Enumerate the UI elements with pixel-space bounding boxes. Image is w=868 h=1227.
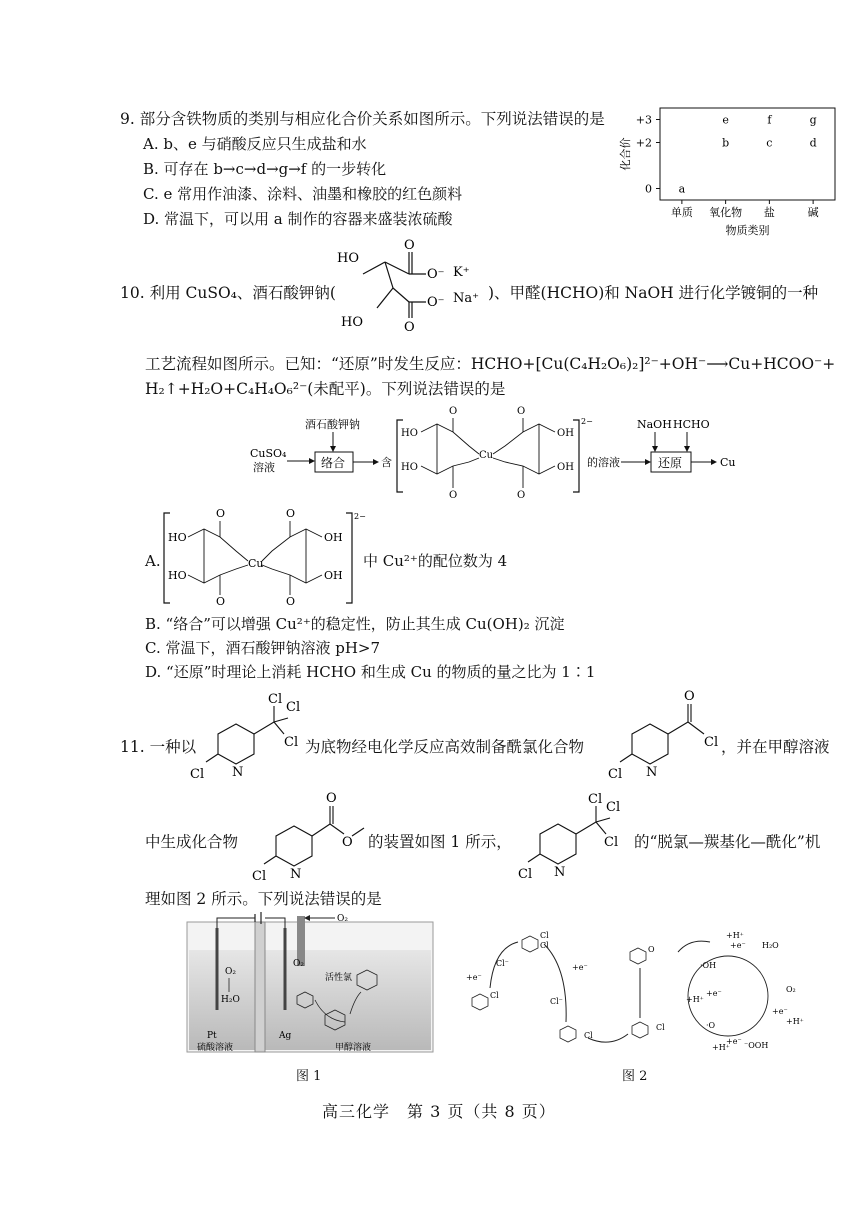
flow-o-2: O: [517, 406, 526, 417]
sub1-cl-2: Cl: [286, 700, 301, 715]
q9-option-d: D. 常温下，可以用 a 制作的容器来盛装浓硫酸: [143, 210, 453, 228]
tartrate-structure: [333, 232, 493, 332]
q11-figure-1: [185, 910, 435, 1055]
opt-a-charge: 2−: [354, 512, 366, 521]
opt-a-ho-2: HO: [168, 569, 187, 582]
fig1-active-cl: 活性氯: [325, 973, 353, 983]
q10-line2: 工艺流程如图所示。已知：“还原”时发生反应：HCHO+[Cu(C₄H₂O₆)₂]²⁻+OH⁻⟶Cu+HCOO⁻+: [145, 355, 836, 373]
fig2-cl-top-2: Cl: [540, 941, 549, 950]
q10-option-d: D. “还原”时理论上消耗 HCHO 和生成 Cu 的物质的量之比为 1∶1: [145, 663, 596, 681]
flow-ho-2: HO: [401, 462, 418, 473]
q9-point-g: g: [809, 113, 817, 127]
sub1-cl-1: Cl: [268, 692, 283, 707]
q9-stem: 9. 部分含铁物质的类别与相应化合价关系如图所示。下列说法错误的是: [120, 110, 605, 128]
fig2-cl-minus-2: Cl⁻: [550, 997, 563, 1006]
fig2-o-ester: O: [648, 945, 655, 954]
q11-figure-2: [460, 918, 810, 1063]
sub1-n: N: [232, 765, 244, 780]
q10-option-a-prefix: A.: [145, 552, 161, 570]
fig2-e-6: +e⁻: [726, 1037, 742, 1046]
fig1-left-solution: 硫酸溶液: [197, 1043, 234, 1053]
fig1-pt: Pt: [207, 1031, 217, 1041]
flow-cu: Cu: [479, 450, 494, 461]
q9-xtick-label: 单质: [670, 206, 693, 219]
flow-oh-1: OH: [557, 428, 574, 439]
opt-a-oh-1: OH: [324, 531, 343, 544]
fig2-o-radical: ·O: [706, 1021, 716, 1030]
flow-step2: 还原: [658, 456, 683, 470]
q11-line2a: 中生成化合物: [145, 833, 239, 851]
fig2-caption: 图 2: [622, 1069, 648, 1084]
flow-oh-2: OH: [557, 462, 574, 473]
q9-point-f: f: [767, 113, 772, 127]
tartrate-o-minus-2: O⁻: [427, 295, 445, 310]
opt-a-ho-1: HO: [168, 531, 187, 544]
q11-prefix: 11. 一种以: [120, 738, 197, 756]
q10-option-c: C. 常温下，酒石酸钾钠溶液 pH>7: [145, 639, 381, 657]
q11-line2c: 的“脱氯—羰基化—酰化”机: [634, 833, 821, 851]
flow-product: Cu: [720, 456, 736, 469]
q9-option-a: A. b、e 与硝酸反应只生成盐和水: [143, 135, 367, 153]
q11-line2b: 的装置如图 1 所示，: [368, 833, 512, 851]
fig2-h-2: +H⁺: [686, 995, 704, 1004]
fig2-cl-left: Cl: [490, 991, 499, 1000]
q9-ylabel: 化合价: [619, 137, 632, 171]
acyl-cl-ring: Cl: [608, 767, 623, 780]
tartrate-k: K⁺: [453, 265, 470, 280]
q9-chart: [615, 100, 845, 245]
fig1-h2o: H₂O: [221, 995, 240, 1005]
q10-option-a-complex: [160, 505, 370, 610]
q9-option-c: C. e 常用作油漆、涂料、油墨和橡胶的红色颜料: [143, 185, 463, 203]
fig2-oh: ·OH: [700, 961, 717, 970]
fig2-o2: O₂: [786, 985, 796, 994]
opt-a-o-4: O: [286, 595, 296, 608]
acyl-o: O: [684, 689, 695, 704]
fig2-e-1: +e⁻: [466, 973, 482, 982]
fig2-h-1: +H⁺: [726, 931, 744, 940]
q11-substrate-1: [188, 688, 308, 780]
tartrate-o-bottom: O: [404, 320, 415, 332]
fig2-e-5: +e⁻: [772, 1007, 788, 1016]
q9-ytick-label: 0: [645, 182, 652, 196]
q9-point-a: a: [678, 182, 686, 196]
flow-naoh: NaOH: [637, 418, 672, 431]
fig1-right-solution: 甲醇溶液: [335, 1043, 372, 1053]
q9-ytick-label: +3: [635, 113, 652, 127]
fig2-cl-radical: Cl: [584, 1031, 593, 1040]
q9-point-d: d: [809, 136, 817, 150]
flow-after: 的溶液: [587, 456, 620, 469]
ester-cl: Cl: [252, 869, 267, 882]
q11-substrate-2: [518, 788, 638, 880]
fig2-e-4: +e⁻: [706, 989, 722, 998]
flow-solution: 溶液: [253, 461, 275, 474]
flow-cuso4: CuSO₄: [250, 447, 287, 460]
flow-step1: 络合: [321, 456, 346, 470]
q9-xtick-label: 氧化物: [709, 206, 743, 219]
tartrate-o-minus-1: O⁻: [427, 267, 445, 282]
fig2-ooh: ⁻OOH: [744, 1041, 769, 1050]
q9-option-b: B. 可存在 b→c→d→g→f 的一步转化: [143, 160, 387, 178]
fig2-h-3: +H⁺: [786, 1017, 804, 1026]
q11-methyl-ester: [252, 790, 372, 882]
opt-a-o-3: O: [216, 595, 226, 608]
flow-contains: 含: [381, 456, 392, 469]
opt-a-o-1: O: [216, 507, 226, 520]
q9-xtick-label: 碱: [807, 206, 819, 219]
flow-o-1: O: [449, 406, 458, 417]
opt-a-cu: Cu: [248, 557, 264, 570]
q11-mid1: 为底物经电化学反应高效制备酰氯化合物: [305, 738, 585, 756]
fig1-o2-anode: O₂: [225, 967, 236, 977]
fig1-o2-cathode: O₂: [293, 959, 304, 969]
ester-o-2: O: [342, 835, 353, 850]
q9-xtick-label: 盐: [763, 206, 775, 219]
fig2-cl-top-1: Cl: [540, 931, 549, 940]
q10-stem-a: 10. 利用 CuSO₄、酒石酸钾钠(: [120, 284, 336, 302]
fig2-e-2: +e⁻: [572, 963, 588, 972]
fig1-o2-inlet: O₂: [337, 914, 348, 924]
flow-o-3: O: [449, 490, 458, 501]
sub1-cl-3: Cl: [284, 735, 299, 750]
opt-a-oh-2: OH: [324, 569, 343, 582]
tartrate-ho-top: HO: [337, 251, 359, 266]
tartrate-o-top: O: [404, 238, 415, 253]
fig1-caption: 图 1: [296, 1069, 322, 1084]
flow-o-4: O: [517, 490, 526, 501]
page-footer: 高三化学 第 3 页（共 8 页）: [322, 1102, 556, 1121]
q9-point-b: b: [722, 136, 730, 150]
q10-flow-diagram: [245, 400, 745, 505]
q11-line3: 理如图 2 所示。下列说法错误的是: [145, 890, 382, 908]
tartrate-ho-bottom: HO: [341, 315, 363, 330]
ester-n: N: [290, 867, 302, 882]
q10-option-a-tail: 中 Cu²⁺的配位数为 4: [363, 552, 508, 570]
q9-ytick-label: +2: [635, 136, 652, 150]
sub2-n: N: [554, 865, 566, 880]
sub2-cl-4: Cl: [518, 867, 533, 880]
q10-option-b: B. “络合”可以增强 Cu²⁺的稳定性，防止其生成 Cu(OH)₂ 沉淀: [145, 615, 565, 633]
flow-hcho: HCHO: [673, 418, 710, 431]
flow-ho-1: HO: [401, 428, 418, 439]
q10-line3: H₂↑+H₂O+C₄H₄O₆²⁻(未配平)。下列说法错误的是: [145, 380, 506, 398]
opt-a-o-2: O: [286, 507, 296, 520]
q9-point-e: e: [722, 113, 729, 127]
q9-point-c: c: [766, 136, 773, 150]
fig1-ag: Ag: [279, 1031, 292, 1041]
sub1-cl-4: Cl: [190, 767, 205, 780]
q11-mid2: ，并在甲醇溶液: [721, 738, 830, 756]
q11-acyl-chloride: [608, 688, 728, 780]
fig2-cl-minus-1: Cl⁻: [496, 959, 509, 968]
sub2-cl-2: Cl: [606, 800, 621, 815]
flow-complex-charge: 2−: [581, 417, 593, 426]
q10-stem-b: )、甲醛(HCHO)和 NaOH 进行化学镀铜的一种: [488, 284, 819, 302]
fig2-e-3: +e⁻: [730, 941, 746, 950]
acyl-cl: Cl: [704, 735, 719, 750]
sub2-cl-1: Cl: [588, 792, 603, 807]
fig2-h-4: +H⁺: [712, 1043, 730, 1052]
fig2-h2o: H₂O: [762, 941, 779, 950]
flow-reagent1: 酒石酸钾钠: [305, 418, 360, 431]
sub2-cl-3: Cl: [604, 835, 619, 850]
tartrate-na: Na⁺: [453, 291, 479, 306]
fig2-cl-acyl: Cl: [656, 1023, 665, 1032]
q9-xlabel: 物质类别: [725, 224, 770, 237]
acyl-n: N: [646, 765, 658, 780]
ester-o-1: O: [326, 791, 337, 806]
